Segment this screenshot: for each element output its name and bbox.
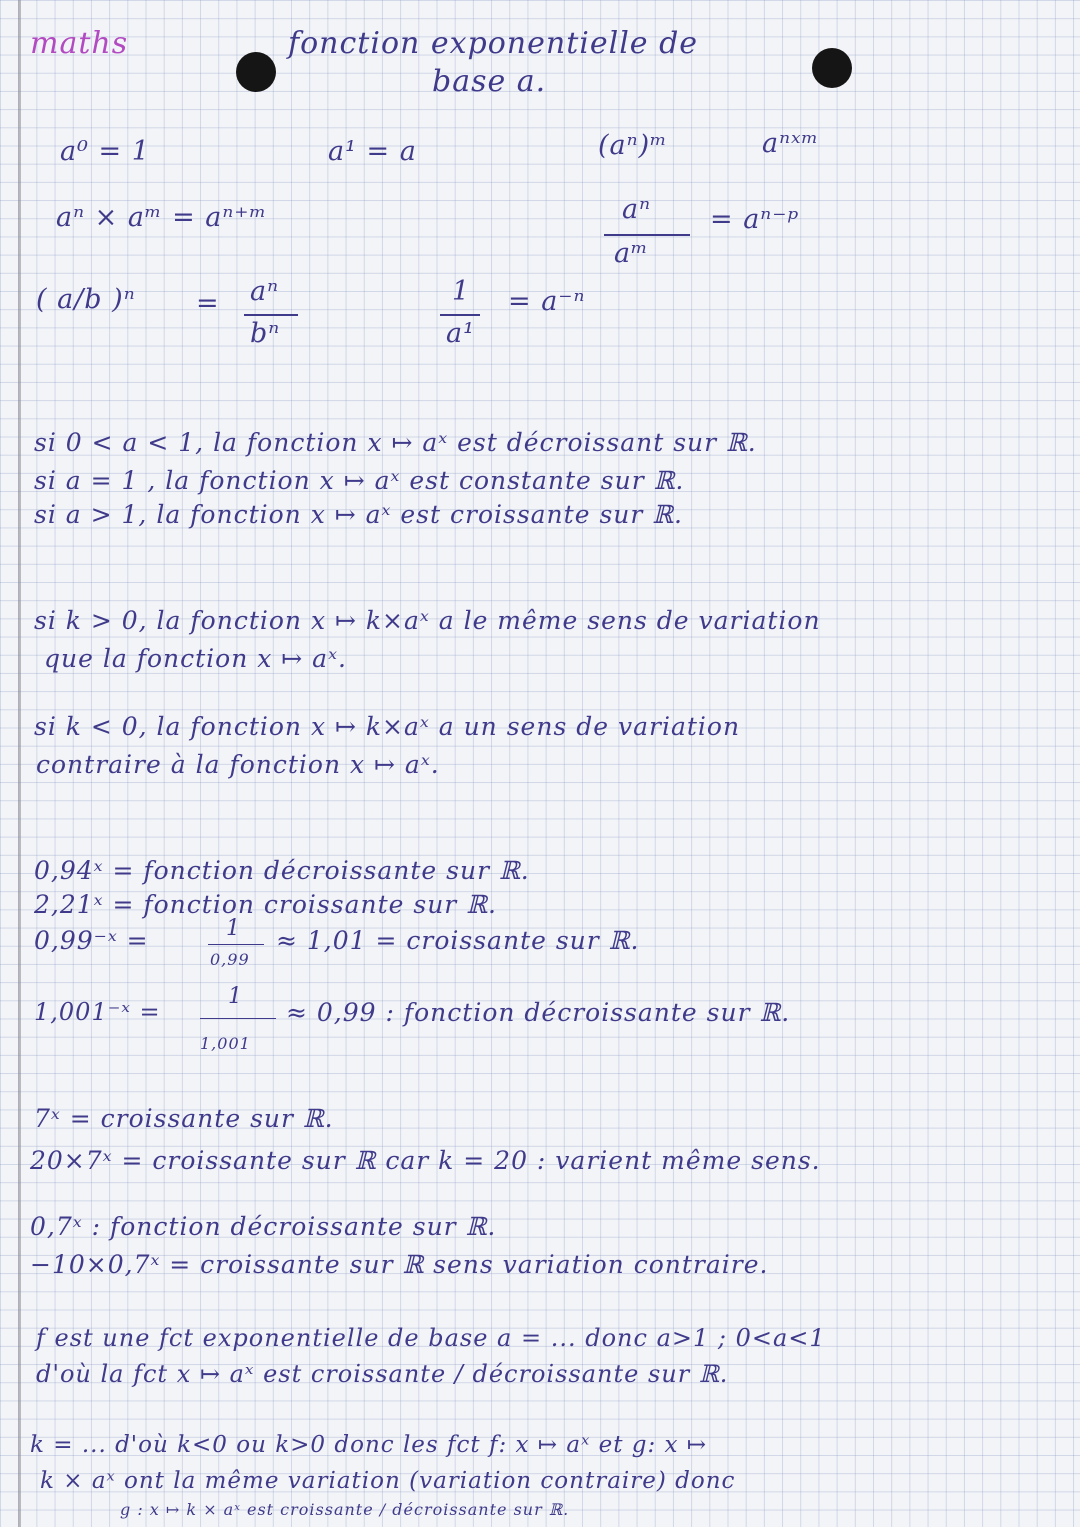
k-positive-rule-line1: si k > 0, la fonction x ↦ k×aˣ a le même sens de variation: [34, 606, 821, 635]
variation-rule-decreasing: si 0 < a < 1, la fonction x ↦ aˣ est décroissant sur ℝ.: [34, 428, 757, 457]
method-line1: f est une fct exponentielle de base a = ... donc a>1 ; 0<a<1: [36, 1324, 826, 1352]
example-7: 7ˣ = croissante sur ℝ.: [34, 1104, 334, 1133]
formula-inverse-den: a¹: [446, 318, 475, 349]
example-0-99-b: ≈ 1,01 = croissante sur ℝ.: [276, 926, 640, 955]
method-line3: k = ... d'où k<0 ou k>0 donc les fct f: x ↦ aˣ et g: x ↦: [30, 1432, 708, 1458]
fraction-bar: [208, 944, 264, 945]
formula-a1: a¹ = a: [328, 136, 417, 167]
example-0-94: 0,94ˣ = fonction décroissante sur ℝ.: [34, 856, 530, 885]
example-0-7: 0,7ˣ : fonction décroissante sur ℝ.: [30, 1212, 497, 1241]
formula-inverse-result: = a⁻ⁿ: [508, 286, 586, 317]
variation-rule-increasing: si a > 1, la fonction x ↦ aˣ est croissante sur ℝ.: [34, 500, 683, 529]
variation-rule-constant: si a = 1 , la fonction x ↦ aˣ est constante sur ℝ.: [34, 466, 685, 495]
formula-fraction-den: bⁿ: [250, 318, 281, 349]
method-line5: g : x ↦ k × aˣ est croissante / décroissante sur ℝ.: [120, 1500, 570, 1519]
example-2-21: 2,21ˣ = fonction croissante sur ℝ.: [34, 890, 497, 919]
example-0-99-den: 0,99: [210, 950, 250, 969]
binder-hole-left: [236, 52, 276, 92]
formula-fraction-power: ( a/b )ⁿ: [36, 284, 136, 315]
example-minus-10x0-7: −10×0,7ˣ = croissante sur ℝ sens variation contraire.: [30, 1250, 769, 1279]
binder-hole-right: [812, 48, 852, 88]
page-title-line2: base a.: [432, 64, 547, 99]
example-1-001-num: 1: [228, 984, 243, 1009]
example-20x7: 20×7ˣ = croissante sur ℝ car k = 20 : varient même sens.: [30, 1146, 821, 1175]
example-1-001-b: ≈ 0,99 : fonction décroissante sur ℝ.: [286, 998, 791, 1027]
fraction-bar: [604, 234, 690, 236]
fraction-bar: [244, 314, 298, 316]
formula-inverse-num: 1: [452, 276, 471, 307]
page-title-line1: fonction exponentielle de: [288, 26, 699, 61]
k-negative-rule-line2: contraire à la fonction x ↦ aˣ.: [36, 750, 440, 779]
example-1-001-den: 1,001: [200, 1034, 251, 1053]
formula-fraction-num: aⁿ: [250, 276, 280, 307]
formula-product: aⁿ × aᵐ = aⁿ⁺ᵐ: [56, 202, 268, 233]
method-line2: d'où la fct x ↦ aˣ est croissante / décroissante sur ℝ.: [36, 1360, 729, 1388]
fraction-bar: [200, 1018, 276, 1019]
k-positive-rule-line2: que la fonction x ↦ aˣ.: [44, 644, 347, 673]
example-0-99-a: 0,99⁻ˣ =: [34, 926, 149, 955]
margin-line: [18, 0, 21, 1527]
formula-fraction-equals: =: [196, 288, 220, 319]
formula-a0: a⁰ = 1: [60, 136, 150, 167]
example-0-99-num: 1: [226, 916, 241, 941]
method-line4: k × aˣ ont la même variation (variation contraire) donc: [40, 1468, 736, 1494]
formula-power-power-result: aⁿˣᵐ: [762, 128, 820, 159]
formula-quotient-den: aᵐ: [614, 238, 649, 269]
formula-quotient-result: = aⁿ⁻ᵖ: [710, 204, 800, 235]
fraction-bar: [440, 314, 480, 316]
subject-label: maths: [30, 26, 129, 61]
k-negative-rule-line1: si k < 0, la fonction x ↦ k×aˣ a un sens de variation: [34, 712, 741, 741]
formula-power-power: (aⁿ)ᵐ: [598, 130, 668, 161]
formula-quotient-num: aⁿ: [622, 194, 652, 225]
example-1-001-a: 1,001⁻ˣ =: [34, 998, 161, 1026]
